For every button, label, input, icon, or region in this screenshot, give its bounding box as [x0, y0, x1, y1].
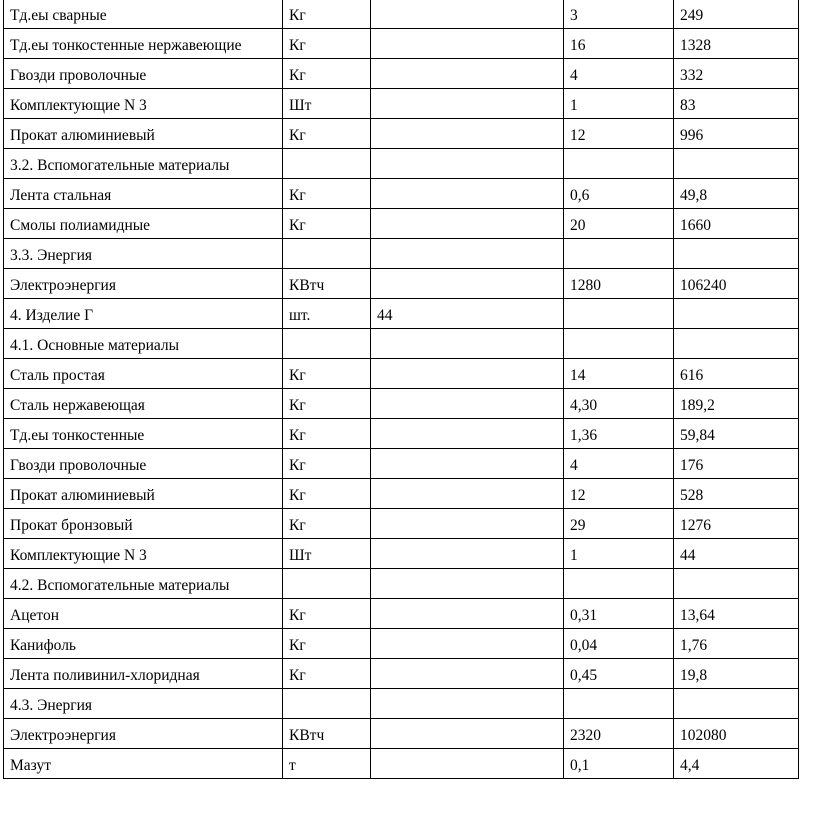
item-name-cell: Прокат бронзовый: [4, 509, 283, 539]
unit-cell: [283, 239, 371, 269]
item-name-cell: Тд.еы тонкостенные: [4, 419, 283, 449]
item-name-cell: Канифоль: [4, 629, 283, 659]
norm-cell: 4,30: [564, 389, 674, 419]
total-cell: 249: [674, 0, 799, 29]
item-name-cell: Гвозди проволочные: [4, 449, 283, 479]
total-cell: [674, 299, 799, 329]
quantity-cell: [371, 329, 564, 359]
norm-cell: 2320: [564, 719, 674, 749]
norm-cell: 3: [564, 0, 674, 29]
unit-cell: Кг: [283, 0, 371, 29]
norm-cell: [564, 299, 674, 329]
unit-cell: Кг: [283, 389, 371, 419]
total-cell: 1660: [674, 209, 799, 239]
quantity-cell: [371, 449, 564, 479]
quantity-cell: [371, 59, 564, 89]
total-cell: [674, 569, 799, 599]
unit-cell: [283, 149, 371, 179]
norm-cell: 1,36: [564, 419, 674, 449]
quantity-cell: [371, 149, 564, 179]
table-row: [4, 569, 799, 599]
norm-cell: [564, 689, 674, 719]
item-name-cell: Прокат алюминиевый: [4, 119, 283, 149]
quantity-cell: [371, 119, 564, 149]
table-row: [4, 179, 799, 209]
item-name-cell: Прокат алюминиевый: [4, 479, 283, 509]
unit-cell: Кг: [283, 179, 371, 209]
item-name-cell: Электроэнергия: [4, 269, 283, 299]
total-cell: 1328: [674, 29, 799, 59]
quantity-cell: [371, 419, 564, 449]
total-cell: 19,8: [674, 659, 799, 689]
total-cell: 13,64: [674, 599, 799, 629]
quantity-cell: [371, 569, 564, 599]
quantity-cell: [371, 749, 564, 779]
table-row: [4, 659, 799, 689]
unit-cell: КВтч: [283, 269, 371, 299]
item-name-cell: Комплектующие N 3: [4, 539, 283, 569]
quantity-cell: [371, 539, 564, 569]
unit-cell: т: [283, 749, 371, 779]
unit-cell: Кг: [283, 629, 371, 659]
item-name-cell: Мазут: [4, 749, 283, 779]
total-cell: 4,4: [674, 749, 799, 779]
quantity-cell: [371, 359, 564, 389]
norm-cell: 1280: [564, 269, 674, 299]
item-name-cell: Ацетон: [4, 599, 283, 629]
total-cell: [674, 149, 799, 179]
norm-cell: [564, 569, 674, 599]
total-cell: 44: [674, 539, 799, 569]
table-row: [4, 749, 799, 779]
total-cell: 83: [674, 89, 799, 119]
quantity-cell: [371, 659, 564, 689]
norm-cell: 0,04: [564, 629, 674, 659]
item-name-cell: 4. Изделие Г: [4, 299, 283, 329]
unit-cell: шт.: [283, 299, 371, 329]
unit-cell: Шт: [283, 539, 371, 569]
unit-cell: Кг: [283, 659, 371, 689]
total-cell: 616: [674, 359, 799, 389]
norm-cell: 0,6: [564, 179, 674, 209]
total-cell: 176: [674, 449, 799, 479]
item-name-cell: Комплектующие N 3: [4, 89, 283, 119]
table-row: [4, 479, 799, 509]
unit-cell: [283, 689, 371, 719]
total-cell: 996: [674, 119, 799, 149]
unit-cell: Шт: [283, 89, 371, 119]
norm-cell: 12: [564, 479, 674, 509]
norm-cell: 1: [564, 539, 674, 569]
table-row: [4, 269, 799, 299]
quantity-cell: [371, 719, 564, 749]
quantity-cell: [371, 269, 564, 299]
total-cell: 59,84: [674, 419, 799, 449]
norm-cell: 29: [564, 509, 674, 539]
total-cell: 49,8: [674, 179, 799, 209]
table-row: [4, 239, 799, 269]
unit-cell: Кг: [283, 449, 371, 479]
item-name-cell: Смолы полиамидные: [4, 209, 283, 239]
table-row: [4, 329, 799, 359]
quantity-cell: [371, 479, 564, 509]
item-name-cell: 4.2. Вспомогательные материалы: [4, 569, 283, 599]
unit-cell: [283, 329, 371, 359]
quantity-cell: 44: [371, 299, 564, 329]
quantity-cell: [371, 89, 564, 119]
total-cell: 528: [674, 479, 799, 509]
unit-cell: Кг: [283, 59, 371, 89]
table-row: [4, 509, 799, 539]
norm-cell: 0,1: [564, 749, 674, 779]
norm-cell: 20: [564, 209, 674, 239]
total-cell: [674, 329, 799, 359]
total-cell: 102080: [674, 719, 799, 749]
unit-cell: Кг: [283, 119, 371, 149]
norm-cell: 4: [564, 59, 674, 89]
norm-cell: 16: [564, 29, 674, 59]
quantity-cell: [371, 239, 564, 269]
total-cell: 189,2: [674, 389, 799, 419]
quantity-cell: [371, 389, 564, 419]
item-name-cell: Тд.еы тонкостенные нержавеющие: [4, 29, 283, 59]
item-name-cell: Лента стальная: [4, 179, 283, 209]
table-row: [4, 29, 799, 59]
table-row: [4, 59, 799, 89]
table-row: [4, 629, 799, 659]
norm-cell: 12: [564, 119, 674, 149]
item-name-cell: Сталь простая: [4, 359, 283, 389]
quantity-cell: [371, 0, 564, 29]
total-cell: 106240: [674, 269, 799, 299]
table-row: [4, 89, 799, 119]
total-cell: 1276: [674, 509, 799, 539]
unit-cell: Кг: [283, 29, 371, 59]
norm-cell: [564, 239, 674, 269]
norm-cell: 4: [564, 449, 674, 479]
item-name-cell: 4.3. Энергия: [4, 689, 283, 719]
table-row: [4, 599, 799, 629]
quantity-cell: [371, 209, 564, 239]
quantity-cell: [371, 629, 564, 659]
unit-cell: [283, 569, 371, 599]
total-cell: [674, 239, 799, 269]
item-name-cell: 3.3. Энергия: [4, 239, 283, 269]
norm-cell: 14: [564, 359, 674, 389]
unit-cell: Кг: [283, 599, 371, 629]
item-name-cell: Тд.еы сварные: [4, 0, 283, 29]
table-row: [4, 149, 799, 179]
item-name-cell: Сталь нержавеющая: [4, 389, 283, 419]
quantity-cell: [371, 599, 564, 629]
quantity-cell: [371, 179, 564, 209]
materials-table-body: [4, 0, 799, 779]
item-name-cell: 4.1. Основные материалы: [4, 329, 283, 359]
unit-cell: Кг: [283, 359, 371, 389]
unit-cell: Кг: [283, 419, 371, 449]
quantity-cell: [371, 509, 564, 539]
total-cell: [674, 689, 799, 719]
table-row: [4, 719, 799, 749]
table-row: [4, 299, 799, 329]
table-row: [4, 419, 799, 449]
item-name-cell: Лента поливинил-хлоридная: [4, 659, 283, 689]
table-row: [4, 119, 799, 149]
norm-cell: 0,45: [564, 659, 674, 689]
materials-table: [3, 0, 799, 779]
unit-cell: Кг: [283, 479, 371, 509]
table-row: [4, 209, 799, 239]
table-row: [4, 0, 799, 29]
norm-cell: [564, 149, 674, 179]
norm-cell: 0,31: [564, 599, 674, 629]
unit-cell: Кг: [283, 209, 371, 239]
quantity-cell: [371, 29, 564, 59]
norm-cell: 1: [564, 89, 674, 119]
table-row: [4, 689, 799, 719]
table-row: [4, 359, 799, 389]
item-name-cell: 3.2. Вспомогательные материалы: [4, 149, 283, 179]
item-name-cell: Электроэнергия: [4, 719, 283, 749]
table-row: [4, 539, 799, 569]
unit-cell: КВтч: [283, 719, 371, 749]
total-cell: 1,76: [674, 629, 799, 659]
quantity-cell: [371, 689, 564, 719]
item-name-cell: Гвозди проволочные: [4, 59, 283, 89]
total-cell: 332: [674, 59, 799, 89]
unit-cell: Кг: [283, 509, 371, 539]
table-row: [4, 389, 799, 419]
table-row: [4, 449, 799, 479]
norm-cell: [564, 329, 674, 359]
